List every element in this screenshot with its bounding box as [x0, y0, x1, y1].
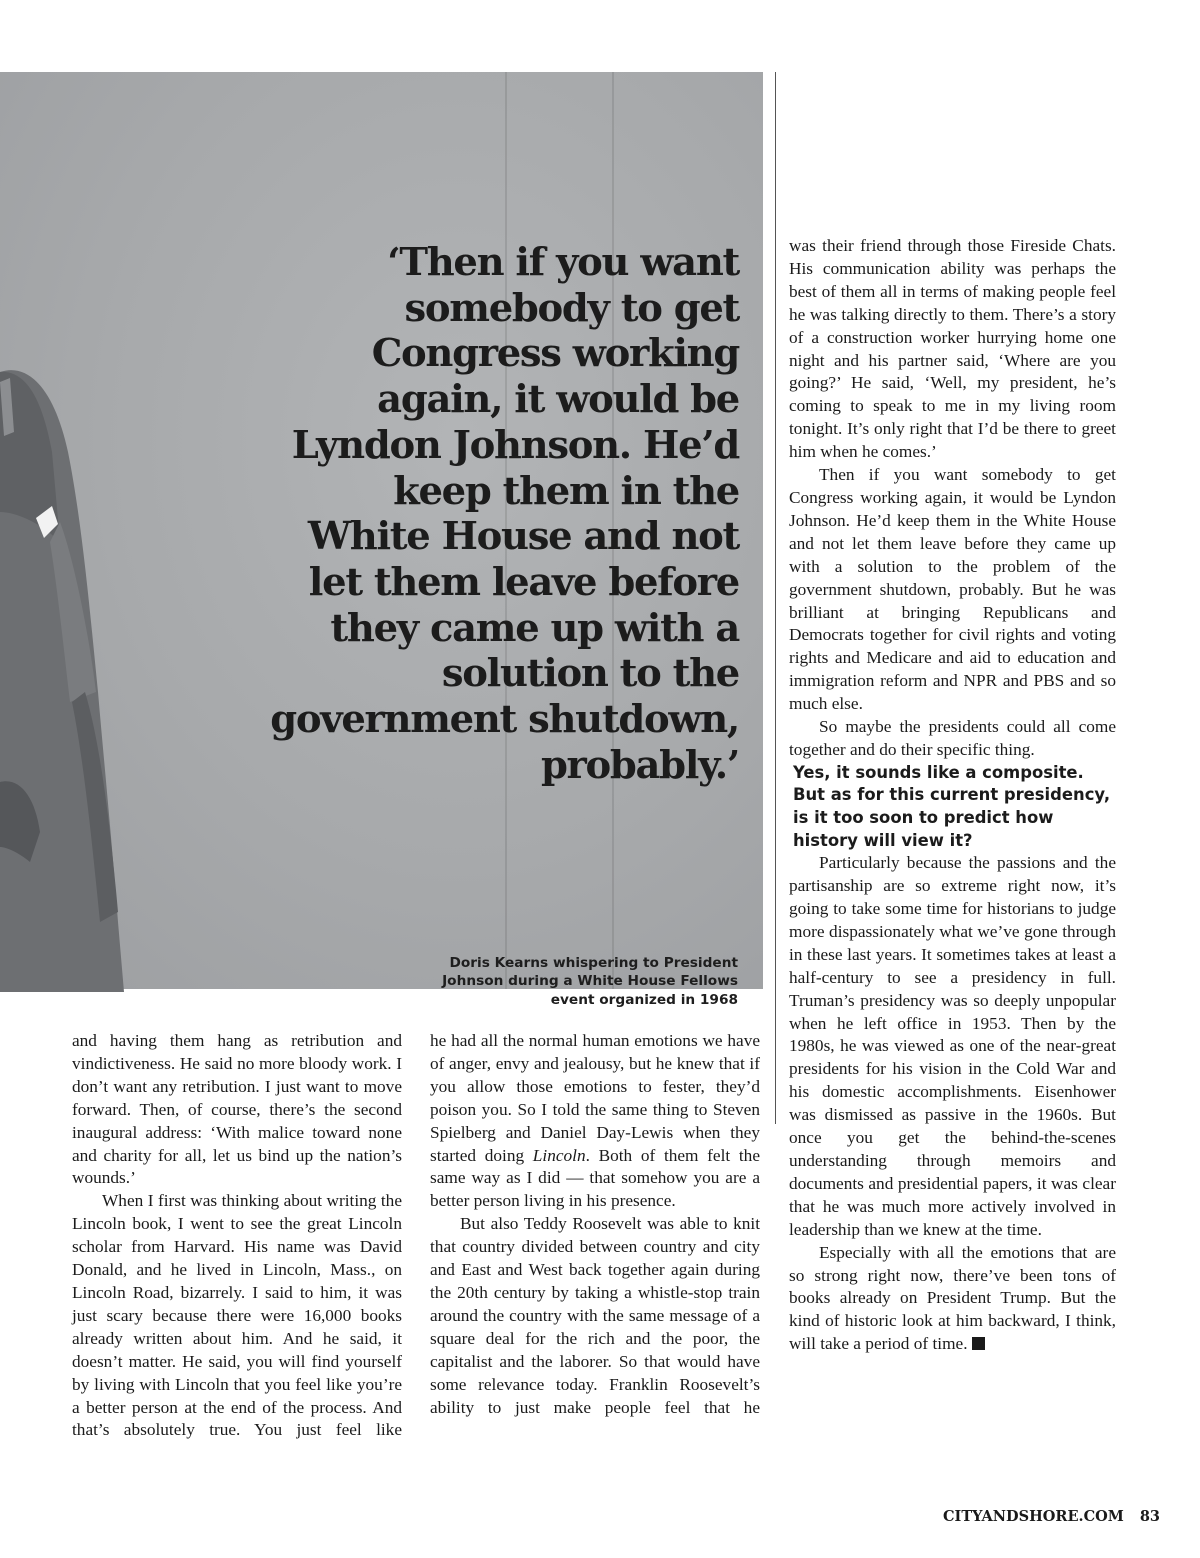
article-column-2 [430, 1030, 760, 1419]
paragraph: But also Teddy Roosevelt was able to knit that country divided between country and city and East and West back together again during the 20th century by taking a whistle-stop train around the country with the same message of a square deal for the rich and the poor, the capitalist and the laborer. So that would have some relevance today. Franklin Roosevelt’s ability to just make people feel that he [430, 1214, 760, 1417]
page-number: 83 [1139, 1508, 1160, 1525]
paragraph: So maybe the presidents could all come together and do their specific thing. [789, 717, 1116, 759]
article-column-1 [72, 1030, 402, 1442]
paragraph: was their friend through those Fireside Chats. His communication ability was perhaps the best of them all in terms of making people feel he was talking directly to them. There’s a story of a construction worker hurrying home one night and his partner said, ‘Where are you going?’ He said, ‘Well, my president, he’s coming to speak to me in my living room tonight. It’s only right that I’d be there to greet him when he comes.’ [789, 236, 1116, 462]
paragraph: Particularly because the passions and the partisanship are so extreme right now, it’s going to take some time for historians to judge more dispassionately what we’ve gone through in these last years. It sometimes takes at least a half-century to see a presidency in full. Truman’s presidency was so deeply unpopular when he left office in 1953. Then by the 1980s, he was viewed as one of the near-great presidents for his vision in the Cold War and his domestic accomplishments. Eisenhower was dismissed as passive in the 1960s. But once you get the behind-the-scenes understanding through memoirs and documents and presidential papers, it was clear that he was much more actively involved in leadership than we knew at the time. [789, 853, 1116, 1239]
end-mark-icon [972, 1337, 985, 1350]
paragraph [430, 1030, 760, 1213]
paragraph-text: Especially with all the emotions that are so strong right now, there’ve been tons of books already on President Trump. But the kind of historic look at him backward, I think, will take a period of time. [789, 1242, 1116, 1354]
article-column-3 [789, 235, 1116, 1356]
suited-figure [0, 222, 140, 992]
paragraph-text: . Both of them felt the same way as I did — that somehow you are a better person living in his presence. [430, 1145, 760, 1211]
book-title: Lincoln [532, 1145, 586, 1165]
footer-site: CITYANDSHORE.COM [943, 1508, 1124, 1525]
paragraph-text: he had all the normal human emotions we have of anger, envy and jealousy, but he knew that if you allow those emotions to fester, they’d poison you. So I told the same thing to Steven Spielberg and Daniel Day-Lewis when they started doing [430, 1031, 760, 1165]
paragraph [789, 1242, 1116, 1357]
paragraph: When I first was thinking about writing the Lincoln book, I went to see the great Lincoln scholar from Harvard. His name was David Donald, and he lived in Lincoln, Mass., on Lincoln Road, bizarrely. I said to him, it was just scary because there were 16,000 books already written about him. And he said, it doesn’t matter. He said, you will find yourself by living with Lincoln that you feel like you’re a better person at the end of the process. And that’s absolutely true. You just feel like [72, 1191, 402, 1440]
pull-quote: ‘Then if you want somebody to get Congress working again, it would be Lyndon Johnson. He’d keep them in the White House and not let them leave before they came up with a solution to the government shutdown, probably.’ [270, 240, 739, 788]
page-footer [943, 1508, 1160, 1525]
paragraph: and having them hang as retribution and vindictiveness. He said no more bloody work. I don’t want any retribution. I just want to move forward. Then, of course, there’s the second inaugural address: ‘With malice toward none and charity for all, let us bind up the nation’s wounds.’ [72, 1031, 402, 1188]
paragraph: Then if you want somebody to get Congress working again, it would be Lyndon Johnson. He’d keep them in the White House and not let them leave before they came up with a solution to the problem of the government shutdown, probably. But he was brilliant at bringing Republicans and Democrats together for civil rights and voting rights and Medicare and aid to education and immigration reform and NPR and PBS and so much else. [789, 465, 1116, 714]
photo [0, 72, 763, 1008]
interview-question: Yes, it sounds like a composite. But as for this current presidency, is it too soon to predict how history will view it? [793, 762, 1111, 850]
photo-caption: Doris Kearns whispering to President Johnson during a White House Fellows event organized in 1968 [442, 955, 738, 1008]
column-rule [775, 72, 776, 1124]
